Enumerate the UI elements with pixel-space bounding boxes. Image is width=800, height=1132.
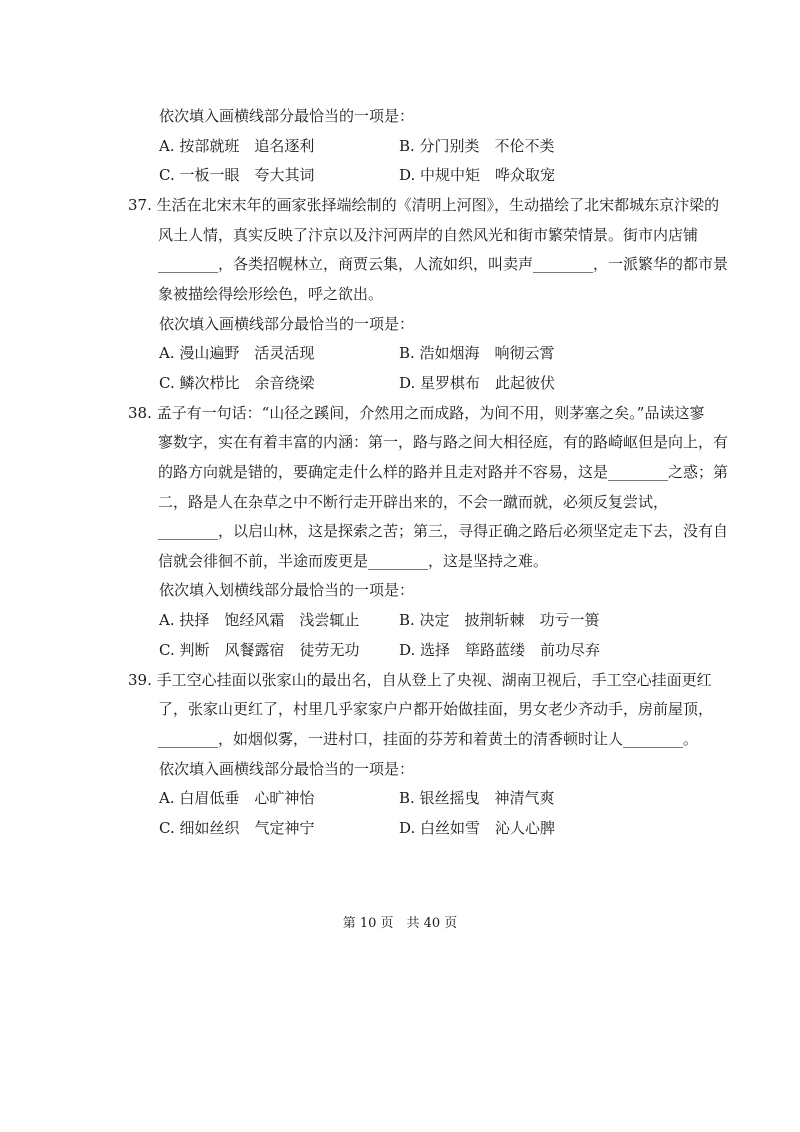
q38-line-2: 寥数字，实在有着丰富的内涵：第一，路与路之间大相径庭，有的路崎岖但是向上，有	[158, 433, 729, 451]
q36-option-b: B. 分门别类 不伦不类	[399, 137, 555, 155]
q37-line-4: 象被描绘得绘形绘色，呼之欲出。	[158, 285, 384, 303]
q37-prompt: 依次填入画横线部分最恰当的一项是：	[159, 315, 415, 333]
q38-option-a: A. 抉择 饱经风霜 浅尝辄止	[159, 611, 360, 629]
q38-line-4: 二，路是人在杂草之中不断行走开辟出来的，不会一蹴而就，必须反复尝试，	[158, 493, 669, 511]
q36-prompt: 依次填入画横线部分最恰当的一项是：	[159, 107, 415, 125]
q37-option-b: B. 浩如烟海 响彻云霄	[399, 344, 555, 362]
q39-line-3: ________，如烟似雾，一进村口，挂面的芬芳和着黄土的清香顿时让人________。	[158, 730, 699, 748]
q38-option-c: C. 判断 风餐露宿 徒劳无功	[159, 641, 360, 659]
q39-option-b: B. 银丝摇曳 神清气爽	[399, 789, 555, 807]
q38-option-b: B. 决定 披荆斩棘 功亏一篑	[399, 611, 600, 629]
q39-option-c: C. 细如丝织 气定神宁	[159, 819, 315, 837]
q37-line-3: ________，各类招幌林立，商贾云集，人流如织，叫卖声________，一派繁华的都市景	[158, 255, 729, 273]
q36-option-a: A. 按部就班 追名逐利	[159, 137, 315, 155]
q36-option-c: C. 一板一眼 夸大其词	[159, 166, 315, 184]
q38-line-1: 38. 孟子有一句话：“山径之蹊间，介然用之而成路，为间不用，则茅塞之矣。”品读这寥	[128, 404, 705, 422]
q36-option-d: D. 中规中矩 哗众取宠	[399, 166, 556, 184]
q37-option-d: D. 星罗棋布 此起彼伏	[399, 374, 556, 392]
q38-line-6: 信就会徘徊不前，半途而废更是________，这是坚持之难。	[158, 552, 549, 570]
q38-prompt: 依次填入划横线部分最恰当的一项是：	[159, 581, 415, 599]
q39-line-2: 了，张家山更红了，村里几乎家家户户都开始做挂面，男女老少齐动手，房前屋顶，	[158, 700, 714, 718]
q37-option-c: C. 鳞次栉比 余音绕梁	[159, 374, 315, 392]
q39-option-a: A. 白眉低垂 心旷神怡	[159, 789, 315, 807]
q38-line-3: 的路方向就是错的，要确定走什么样的路并且走对路并不容易，这是________之惑；第	[158, 463, 729, 481]
q38-line-5: ________，以启山林，这是探索之苦；第三，寻得正确之路后必须坚定走下去，没有自	[158, 522, 729, 540]
q37-line-1: 37. 生活在北宋末年的画家张择端绘制的《清明上河图》，生动描绘了北宋都城东京汴梁的	[128, 196, 720, 214]
q39-line-1: 39. 手工空心挂面以张家山的最出名，自从登上了央视、湖南卫视后，手工空心挂面更红	[128, 671, 712, 689]
q37-line-2: 风土人情，真实反映了汴京以及汴河两岸的自然风光和街市繁荣情景。街市内店铺	[158, 226, 699, 244]
q37-option-a: A. 漫山遍野 活灵活现	[159, 344, 315, 362]
q39-option-d: D. 白丝如雪 沁人心脾	[399, 819, 556, 837]
page-number-footer: 第 10 页 共 40 页	[342, 916, 458, 931]
q39-prompt: 依次填入画横线部分最恰当的一项是：	[159, 760, 415, 778]
q38-option-d: D. 选择 筚路蓝缕 前功尽弃	[399, 641, 601, 659]
